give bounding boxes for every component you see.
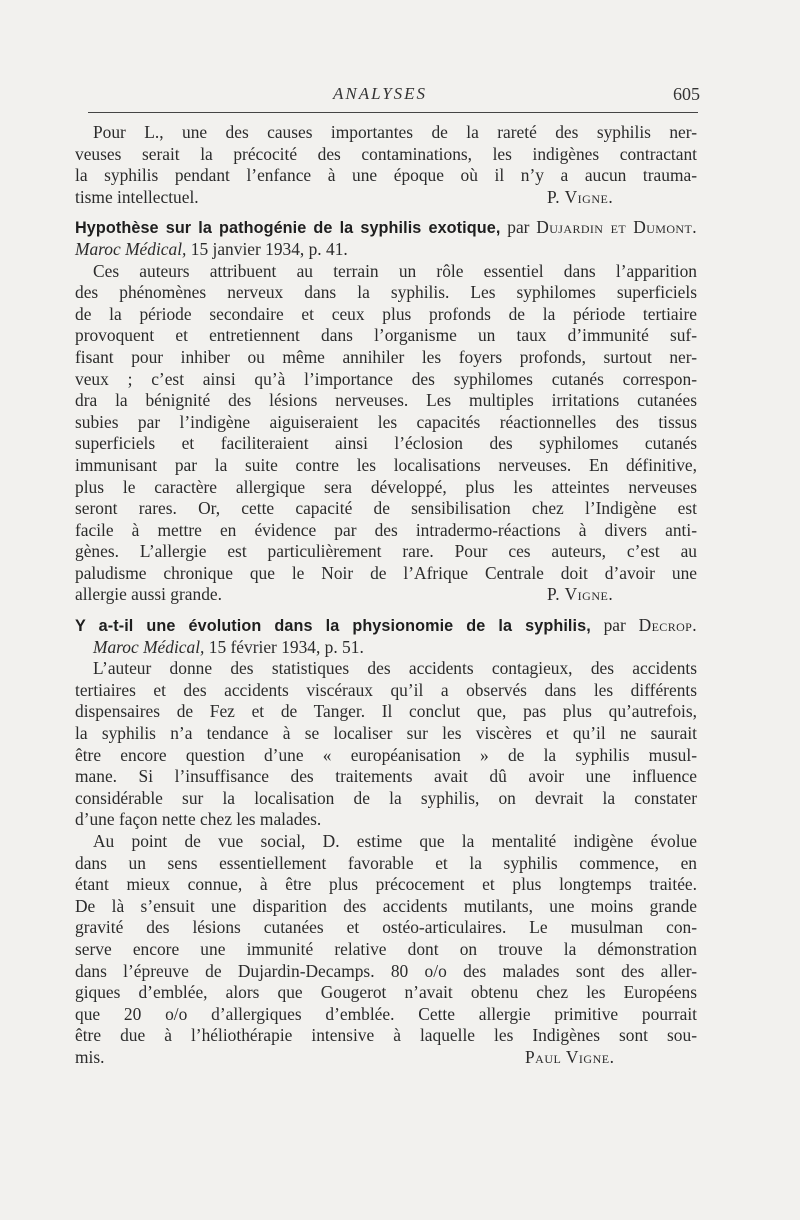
text-line: provoquent et entretiennent dans l’organisme un taux d’immunité suf-: [75, 325, 697, 346]
article-title: Hypothèse sur la pathogénie de la syphilis exotique,: [75, 219, 501, 238]
text-line: allergie aussi grande.: [75, 584, 222, 605]
article-heading: [75, 217, 697, 239]
text-line: serve encore une immunité relative dont on trouve la démonstration: [75, 938, 697, 959]
page-header: [0, 84, 800, 108]
page-number: 605: [673, 84, 700, 104]
signature: Paul Vigne.: [525, 1046, 615, 1067]
text-line: être encore question d’une « européanisation » de la syphilis musul-: [75, 744, 697, 765]
article-title: Y a-t-il une évolution dans la physionomie de la syphilis,: [75, 617, 591, 636]
by-word: par: [603, 615, 626, 636]
text-line-with-signature: [75, 187, 697, 209]
text-line: que 20 o/o d’allergiques d’emblée. Cette allergie primitive pourrait: [75, 1003, 697, 1024]
text-line: facile à mettre en évidence par des intradermo-réactions à divers anti-: [75, 519, 697, 540]
text-line-with-signature: [75, 584, 697, 606]
text-line: étant mieux connue, à être plus précocement et plus longtemps traitée.: [75, 874, 697, 895]
text-line: Au point de vue social, D. estime que la mentalité indigène évolue: [93, 831, 697, 851]
text-line: dans l’épreuve de Dujardin-Decamps. 80 o/o des malades sont des aller-: [75, 960, 697, 981]
header-rule: [88, 112, 698, 113]
text-line: dra la bénignité des lésions nerveuses. Les multiples irritations cutanées: [75, 390, 697, 411]
page-content: [75, 122, 697, 1069]
text-line: gènes. L’allergie est particulièrement rare. Pour ces auteurs, c’est au: [75, 541, 697, 562]
text-line: plus le caractère allergique sera développé, plus les atteintes nerveuses: [75, 476, 697, 497]
text-line: la syphilis pendant l’enfance à une époque où il n’y a aucun trauma-: [75, 165, 697, 186]
article-citation: [75, 239, 697, 261]
text-line: dispensaires de Fez et de Tanger. Il conclut que, pas plus qu’autrefois,: [75, 701, 697, 722]
text-line-with-signature: [75, 1047, 697, 1069]
article-heading: [75, 615, 697, 637]
text-line: de la période secondaire et ceux plus profonds de la période tertiaire: [75, 303, 697, 324]
citation-date: 15 janvier 1934, p. 41.: [190, 238, 348, 259]
text-line: fisant pour inhiber ou même annihiler les foyers profonds, surtout ner-: [75, 346, 697, 367]
article-3: [75, 615, 697, 1068]
text-line: L’auteur donne des statistiques des accidents contagieux, des accidents: [93, 658, 697, 679]
text-line: giques d’emblée, alors que Gougerot n’avait obtenu chez les Européens: [75, 982, 697, 1003]
article-1-tail: [75, 122, 697, 208]
text-line: tertiaires et des accidents viscéraux qu’il a observés dans les différents: [75, 679, 697, 700]
text-line: mane. Si l’insuffisance des traitements avait dû avoir une influence: [75, 766, 697, 787]
text-line: seront rares. Or, cette capacité de sensibilisation chez l’Indigène est: [75, 498, 697, 519]
text-line: paludisme chronique que le Noir de l’Afrique Centrale doit d’avoir une: [75, 562, 697, 583]
text-line: des phénomènes nerveux dans la syphilis. Les syphilomes superficiels: [75, 282, 697, 303]
signature: P. Vigne.: [547, 584, 614, 605]
text-line: mis.: [75, 1046, 105, 1067]
text-line: considérable sur la localisation de la syphilis, on devrait la constater: [75, 787, 697, 808]
text-line: la syphilis n’a tendance à se localiser sur les viscères et qu’il ne saurait: [75, 723, 697, 744]
text-line: tisme intellectuel.: [75, 186, 199, 207]
authors: Decrop.: [638, 615, 697, 636]
article-citation: [75, 637, 697, 659]
text-line: De là s’ensuit une disparition des accidents mutilants, une moins grande: [75, 895, 697, 916]
text-line: Ces auteurs attribuent au terrain un rôle essentiel dans l’apparition: [93, 260, 697, 281]
text-line: subies par l’indigène aiguiseraient les capacités réactionnelles des tissus: [75, 411, 697, 432]
text-line: superficiels et faciliteraient ainsi l’éclosion des syphilomes cutanés: [75, 433, 697, 454]
journal-name: Maroc Médical,: [93, 636, 205, 657]
text-line: d’une façon nette chez les malades.: [75, 809, 322, 830]
text-line: veuses serait la précocité des contaminations, les indigènes contractant: [75, 143, 697, 164]
signature: P. Vigne.: [547, 186, 614, 207]
text-line: veux ; c’est ainsi qu’à l’importance des syphilomes cutanés correspon-: [75, 368, 697, 389]
text-line: gravité des lésions cutanées et ostéo-articulaires. Le musulman con-: [75, 917, 697, 938]
text-line: immunisant par la suite contre les localisations nerveuses. En définitive,: [75, 454, 697, 475]
text-line: être due à l’héliothérapie intensive à laquelle les Indigènes sont sou-: [75, 1025, 697, 1046]
citation-date: 15 février 1934, p. 51.: [208, 636, 364, 657]
text-line: Pour L., une des causes importantes de la rareté des syphilis ner-: [93, 122, 697, 142]
article-2: [75, 217, 697, 606]
running-title: ANALYSES: [332, 84, 428, 103]
by-word: par: [507, 217, 530, 238]
text-line: dans un sens essentiellement favorable et la syphilis commence, en: [75, 852, 697, 873]
authors: Dujardin et Dumont.: [536, 217, 697, 238]
journal-name: Maroc Médical,: [75, 238, 187, 259]
